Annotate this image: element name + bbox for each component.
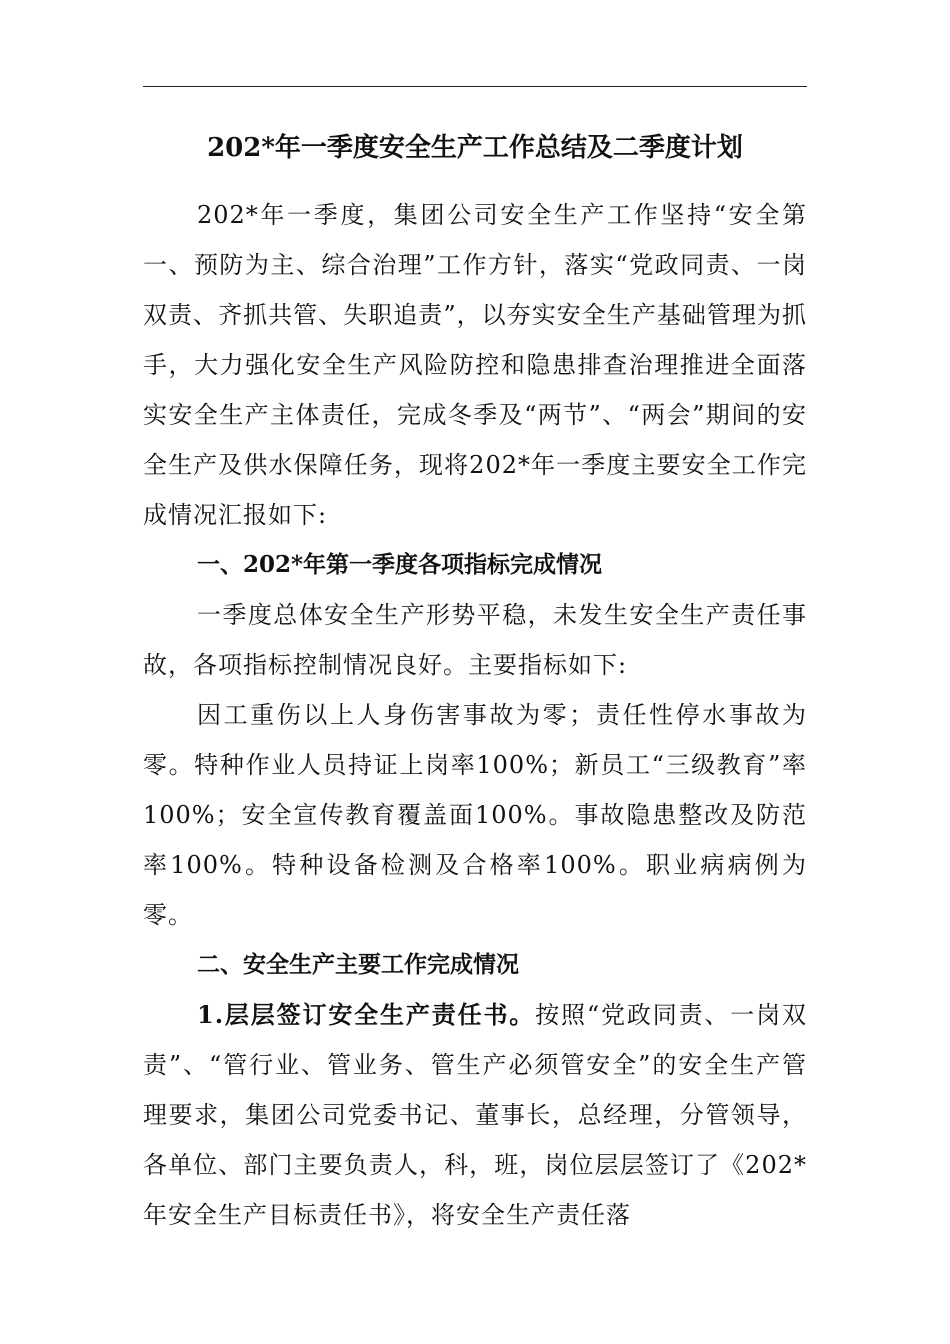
section-2-item-1-lead: 1.层层签订安全生产责任书。 <box>197 1000 536 1029</box>
intro-paragraph: 202*年一季度，集团公司安全生产工作坚持“安全第一、预防为主、综合治理”工作方针，落实“党政同责、一岗双责、齐抓共管、失职追责”，以夯实安全生产基础管理为抓手，大力强化安全生产风险防控和隐患排查治理推进全面落实安全生产主体责任，完成冬季及“两节”、“两会”期间的安全生产及供水保障任务，现将202*年一季度主要安全工作完成情况汇报如下: <box>143 201 807 529</box>
section-1-heading: 一、202*年第一季度各项指标完成情况 <box>197 551 603 578</box>
document-title: 202*年一季度安全生产工作总结及二季度计划 <box>207 133 743 163</box>
document-body <box>143 190 807 1240</box>
section-2-item-1-text: 按照“党政同责、一岗双责”、“管行业、管业务、管生产必须管安全”的安全生产管理要求，集团公司党委书记、董事长，总经理，分管领导，各单位、部门主要负责人，科，班，岗位层层签订了《202*年安全生产目标责任书》，将安全生产责任落 <box>143 1001 807 1229</box>
header-rule <box>143 86 807 87</box>
section-1-paragraph-1: 一季度总体安全生产形势平稳，未发生安全生产责任事故，各项指标控制情况良好。主要指标如下: <box>143 601 807 679</box>
section-2-heading: 二、安全生产主要工作完成情况 <box>197 951 519 978</box>
section-2-item-1 <box>143 990 807 1240</box>
section-1-paragraph-2: 因工重伤以上人身伤害事故为零；责任性停水事故为零。特种作业人员持证上岗率100%；新员工“三级教育”率100%；安全宣传教育覆盖面100%。事故隐患整改及防范率100%。特种设备检测及合格率100%。职业病病例为零。 <box>143 701 807 929</box>
